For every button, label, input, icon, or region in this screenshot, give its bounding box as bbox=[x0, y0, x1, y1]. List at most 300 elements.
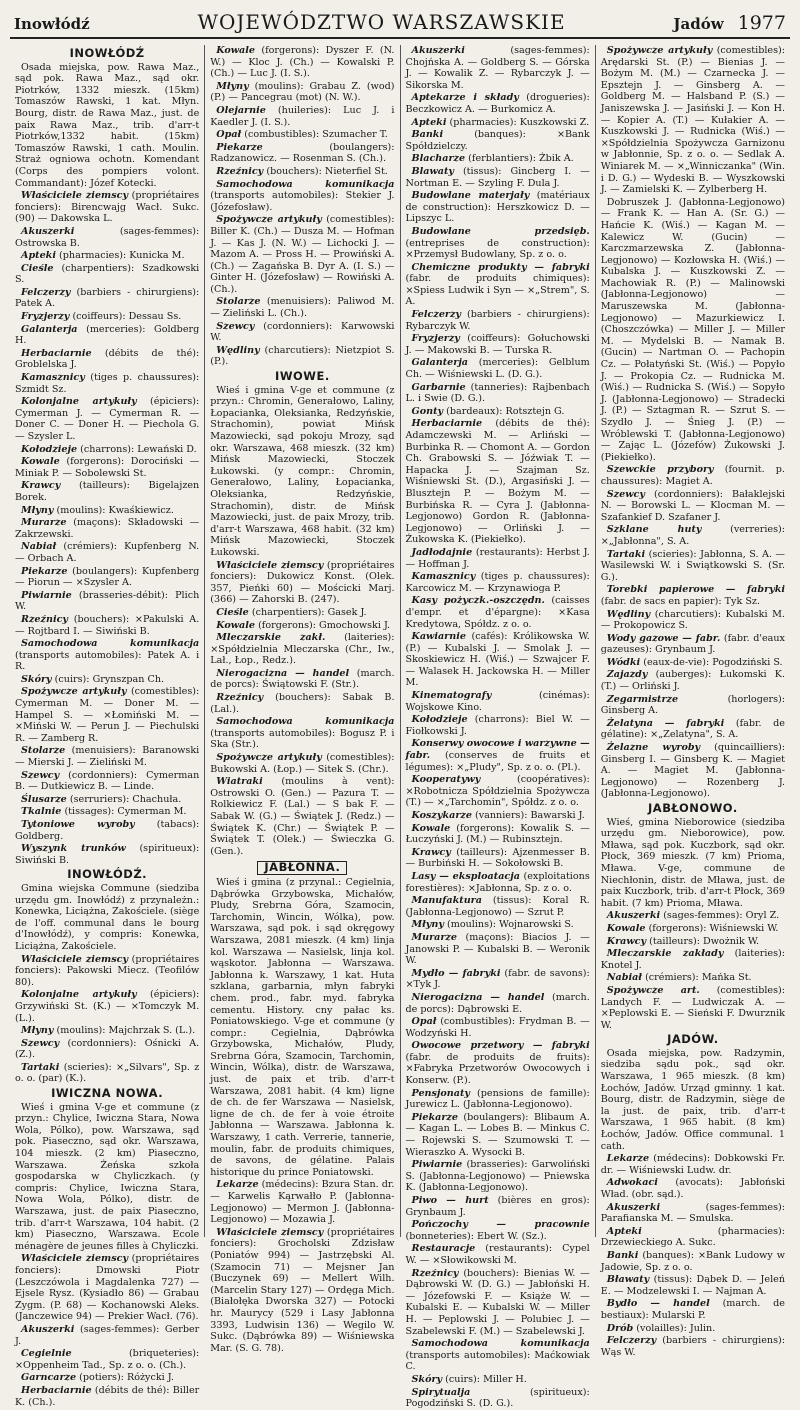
trade-category: Krawcy bbox=[606, 935, 647, 947]
trade-category: Wędliny bbox=[216, 344, 260, 356]
directory-entry bbox=[210, 105, 394, 128]
entry-text: (moulins): Wojnarowski S. bbox=[447, 919, 574, 931]
directory-entry bbox=[210, 321, 394, 344]
trade-category: Bławaty bbox=[606, 1274, 650, 1286]
trade-category: Garncarze bbox=[21, 1372, 77, 1384]
trade-category: Stolarze bbox=[216, 296, 261, 308]
trade-category: Apteki bbox=[411, 116, 447, 128]
directory-entry bbox=[601, 464, 785, 487]
trade-category: Jadłodajnie bbox=[411, 546, 473, 558]
columns-container bbox=[10, 45, 790, 1410]
directory-entry bbox=[601, 910, 785, 922]
entry-text: (forgerons): Wiśniewski W. bbox=[648, 922, 779, 934]
trade-category: Skóry bbox=[411, 1373, 443, 1385]
directory-entry bbox=[210, 716, 394, 751]
page-number: 1977 bbox=[737, 12, 786, 34]
trade-category: Szklane huty bbox=[606, 524, 702, 536]
directory-entry bbox=[15, 456, 199, 479]
directory-entry bbox=[15, 1348, 199, 1371]
trade-category: Koszykarze bbox=[411, 810, 472, 821]
trade-category: Krawcy bbox=[21, 480, 61, 492]
section-heading-wrap bbox=[210, 371, 394, 383]
trade-category: Torebki papierowe — fabryki bbox=[606, 584, 785, 596]
trade-category: Kowale bbox=[216, 619, 255, 631]
directory-entry bbox=[406, 117, 590, 129]
directory-entry bbox=[406, 1268, 590, 1338]
trade-category: Cieśle bbox=[216, 606, 249, 618]
entry-text: (cafés): Królikowska W. (P.) — Kubalski J. — Smolak J. — Skoskiewicz H. (Wiś.) — Szwajcer F. — Walasek H. Jackowska H. — Miller M. bbox=[405, 631, 590, 689]
directory-entry bbox=[406, 1338, 590, 1373]
trade-category: Aptekarze i składy bbox=[411, 92, 519, 104]
directory-entry bbox=[406, 547, 590, 570]
trade-category: Szewcy bbox=[606, 488, 645, 500]
directory-entry bbox=[210, 668, 394, 691]
entry-text: (restaurants): Cypel W. — ×Słowikowski M. bbox=[405, 1243, 590, 1266]
text-column bbox=[596, 45, 790, 1358]
directory-entry bbox=[406, 357, 590, 380]
directory-entry bbox=[406, 1219, 590, 1242]
entry-text: (boulangers): Radzanowicz. — Rosenman S. (Ch.). bbox=[210, 141, 395, 165]
entry-text: (merceries): Gelblum Ch. — Wiśniewski L. (D. G.). bbox=[405, 357, 590, 381]
entry-text: (quincailliers): Ginsberg I. — Ginsberg K. — Magiet A. — Magiet M. (Jabłonna-Legjonowo) — Rozenberg J. (Jabłonna-Legjonowo). bbox=[600, 742, 785, 800]
entry-text: (barbiers - chirurgiens): Rybarczyk W. bbox=[405, 309, 590, 332]
trade-category: Kolonjalne artykuły bbox=[21, 396, 137, 408]
entry-text: (transports automobiles): Stekier J. (Józefosław). bbox=[210, 190, 395, 213]
entry-text: (pharmacies): Kunicka M. bbox=[59, 250, 185, 262]
trade-category: Tkalnie bbox=[21, 806, 62, 818]
entry-text: (propriétaires fonciers): Grocholski Zdzisław (Poniatów 994) — Jastrzębski Al. (Szamocin 71) — Mejsner Jan (Buczynek 69) — Mellert Wilh. (Marcelin Stary 127) — Ordęga Mich. (Białołęka Dworska 327) — Potocki hr. Maurycy (529 i Lasy Jabłonna 3393, Ludwisin 136) — Wegilo W. Sukc. (Dąbrówka 89) — Wiśniewska Mar. (S. G. 78). bbox=[210, 1226, 395, 1354]
trade-category: Młyny bbox=[411, 919, 444, 931]
trade-category: Wędliny bbox=[606, 608, 651, 620]
entry-text: (auberges): Łukomski K. (T.) — Orliński J. bbox=[600, 669, 785, 693]
trade-category: Opał bbox=[411, 1016, 437, 1028]
trade-category: Murarze bbox=[21, 517, 67, 529]
entry-text: (bouchers): Bienias W. — Dąbrowski W. (D. G.) — Jabłoński H. — Józefowski F. — Książe W. — Kubalski E. — Kubalski W. — Miller H. — Peplowski J. — Polubiec J. — Szabelewski F. (M.) — Szabelewski J. bbox=[405, 1267, 590, 1337]
entry-text: (fabr. de gélatine): ×„Zelatyna", S. A. bbox=[600, 717, 785, 741]
trade-category: Olejarnie bbox=[216, 104, 266, 116]
directory-entry bbox=[15, 794, 199, 806]
locality-heading: INOWŁÓDŹ. bbox=[67, 867, 148, 882]
directory-entry bbox=[601, 936, 785, 948]
trade-category: Samochodowa komunikacja bbox=[216, 178, 395, 190]
directory-entry bbox=[406, 932, 590, 967]
directory-entry bbox=[15, 638, 199, 673]
directory-entry bbox=[601, 718, 785, 741]
directory-entry bbox=[601, 1335, 785, 1358]
trade-category: Galanterja bbox=[411, 357, 469, 369]
entry-text: (tailleurs): Bigelajzen Borek. bbox=[15, 480, 200, 503]
trade-category: Garbarnie bbox=[411, 381, 466, 393]
directory-entry bbox=[15, 843, 199, 866]
entry-text: (cuirs): Miller H. bbox=[445, 1373, 527, 1385]
directory-entry bbox=[601, 694, 785, 717]
entry-text: (scieries): Jabłonna, S. A. — Wasilewski W. i Swiątkowski S. (Sr. G.). bbox=[600, 548, 785, 583]
trade-category: Młyny bbox=[21, 1025, 54, 1037]
directory-entry bbox=[15, 324, 199, 347]
entry-text: (débits de thé): Adamczewski M. — Arliński — Burbinka R. — Chomont A. — Gordon Ch. Grabowski S. — Jóźwiak T. — Hapacka J. — Szajman Sz. Wiśniewski St. (D.), Argasiński J. — Blusztejn P. — Bożym M. — Burbińska R. — Cyra J. (Jabłonna-Legjonowo) Gordon R. (Jabłonna-Legjonowo) — Orliński J. — Żukowska K. (Piekiełko). bbox=[405, 418, 590, 546]
locality-description: Wieś i gmina (z przynal.: Cegielnia, Dąbrówka Grzybowska, Michałów, Pludy, Srebrna Góra, Szamocin, Tarchomin, Wincin, Wólka), pow. Warszawa, sąd pok. i sąd okręgowy Warszawa, 2081 mieszk. (4 km) linja kol. Warszawa — Nasielsk, linja kol. wąskotor. Jabłonna — Warszawa. Jabłonna k. Warszawy, 1 kat. Huta szklana, garbarnia, młyn fabryki chem. prod., fabr. myd. fabryka cementu. History. cny pałac ks. Poniatowskiego. V-ge et commune (y compr.: Cegielnia, Dąbrówka Grzybowska, Michałów, Pludy, Srebrna Góra, Szamocin, Tarchomin, Wincin, Wólka), distr. de Warszawa, just. de paix et trib. d'arr-t Warszawa, 2081 habit. (4 km) ligne de ch. de fer Warszawa — Nasielsk, ligne de ch. de fer à voie étroite Jabłonna — Warszawa. Jabłonna k. Warszawy, 1 cath. Verrerie, tannerie, moulin, fabr. de produits chimiques, de savons, de gélatine. Palais historique du prince Poniatowski. bbox=[210, 876, 395, 1178]
entry-text: (combustibles): Frydman B. — Wodzyński H. bbox=[405, 1016, 590, 1039]
trade-category: Wiatraki bbox=[216, 776, 263, 788]
trade-category: Samochodowa komunikacja bbox=[21, 638, 200, 650]
entry-text: (huileries): Luc J. i Kaedler J. (I. S.). bbox=[210, 104, 395, 128]
directory-entry bbox=[15, 250, 199, 262]
directory-entry bbox=[406, 129, 590, 152]
entry-text: (épiciers): Grzywiński St. (K.) — ×Tomczyk M. (L.). bbox=[15, 989, 200, 1024]
trade-category: Zajazdy bbox=[606, 669, 648, 681]
directory-entry bbox=[406, 1387, 590, 1410]
trade-category: Szewckie przybory bbox=[606, 464, 714, 476]
entry-text: (brasseries): Garwoliński S. (Jabłonna-Legjonowo) — Pniewska K. (Jabłonna-Legjonowo). bbox=[405, 1159, 590, 1194]
entry-text: (potiers): Różycki J. bbox=[79, 1372, 174, 1384]
entry-text: (forgerons): Dorociński — Miniak P. — Sobolewski St. bbox=[15, 456, 200, 479]
trade-category: Lasy — eksploatacja bbox=[411, 870, 520, 882]
entry-text: (spiritueux): Pogodziński S. (D. G.). bbox=[405, 1386, 590, 1410]
trade-category: Krawcy bbox=[411, 846, 451, 858]
trade-category: Pensjonaty bbox=[411, 1087, 471, 1099]
entry-text: (fabr. de produits chimiques): ×Spiess Ludwik i Syn — ×„Strem", S. A. bbox=[405, 273, 590, 308]
directory-entry bbox=[406, 992, 590, 1015]
trade-category: Restauracje bbox=[411, 1243, 476, 1255]
trade-category: Rzeźnicy bbox=[411, 1267, 459, 1279]
trade-category: Cieśle bbox=[21, 262, 54, 274]
directory-entry bbox=[406, 190, 590, 225]
directory-entry bbox=[601, 1274, 785, 1297]
entry-text: (tiges p. chaussures): Szmidt Sz. bbox=[15, 372, 200, 395]
locality-heading: IWICZNA NOWA. bbox=[51, 1086, 164, 1101]
entry-text: (charpentiers): Szadkowski S. bbox=[15, 262, 200, 286]
directory-entry bbox=[210, 81, 394, 104]
directory-entry bbox=[601, 549, 785, 584]
trade-category: Właściciele ziemscy bbox=[21, 1253, 129, 1265]
directory-entry bbox=[406, 1040, 590, 1086]
directory-entry bbox=[406, 823, 590, 846]
page-title: WOJEWÓDZTWO WARSZAWSKIE bbox=[197, 10, 566, 34]
trade-category: Właściciele ziemscy bbox=[21, 953, 129, 965]
entry-text: Dobruszek J. (Jabłonna-Legjonowo) — Frank K. — Han A. (Sr. G.) — Hańcie K. (Wiś.) — Kagan M. — Kalewicz W. (Gucin) — Karczmarzewska Z. (Jabłonna-Legjonowo) — Kozłowska H. (Wiś.) — Kubalska J. — Kuszkowski Z. — Machowiak R. (P.) — Malinowski (Jabłonna-Legjonowo) — Maruszewska M. (Jabłonna-Legjonowo) — Mazurkiewicz I. (Choszczówka) — Miller J. — Miller M. — Mydelski B. — Namak B. (Gucin) — Nartman O. — Pachopin Cz. — Połatyński St. (Wiś.) — Popyło J. — Prokopia Cz. — Rudnicka M. (Wiś.) — Rudnicka S. (Wiś.) — Sopyło J. (Jabłonna-Legjonowo) — Stradecki J. (P.) — Sztagman R. — Szrut S. — Szydło J. — Śnieg J. (P.) — Wróblewski T. (Jabłonna-Legjonowo) — Zając L. (Józefów) Żukowski J. (Piekiełko). bbox=[600, 196, 785, 463]
directory-entry bbox=[601, 923, 785, 935]
entry-text: (fournit. p. chaussures): Magiet A. bbox=[600, 464, 785, 487]
entry-text: (comestibles): Landych F. — Ludwiczak A. — ×Peplowski E. — Sieński F. Dwurznik W. bbox=[600, 984, 785, 1031]
entry-text: (sages-femmes): Parafianska M. — Smulska. bbox=[600, 1201, 785, 1225]
directory-entry bbox=[406, 810, 590, 822]
section-heading-wrap bbox=[210, 858, 394, 877]
trade-category: Banki bbox=[411, 129, 444, 141]
entry-text: (transports automobiles): Bogusz P. i Ska (Str.). bbox=[210, 727, 395, 751]
trade-category: Konserwy owocowe i warzywne — fabr. bbox=[405, 738, 590, 762]
entry-text: (charrons): Lewański D. bbox=[80, 443, 197, 455]
trade-category: Tytoniowe wyroby bbox=[21, 819, 135, 830]
directory-entry bbox=[406, 333, 590, 356]
trade-category: Kołodzieje bbox=[411, 714, 468, 726]
entry-text: (exploitations forestières): ×Jabłonna, Sp. z o. o. bbox=[405, 870, 590, 894]
trade-category: Piwiarnie bbox=[411, 1159, 463, 1171]
entry-text: (entreprises de construction): ×Przemysł Budowlany, Sp. z o. o. bbox=[405, 237, 590, 261]
trade-category: Młyny bbox=[216, 80, 249, 92]
entry-text: (médecins): Bzura Stan. dr. — Karwelis Kąrwałło P. (Jabłonna-Legjonowo) — Mermon J. (Jabłonna-Legjonowo) — Mozawia J. bbox=[210, 1179, 395, 1226]
entry-text: (crémiers): Mańka St. bbox=[645, 972, 752, 984]
trade-category: Szewcy bbox=[216, 320, 255, 332]
section-heading-wrap bbox=[15, 48, 199, 60]
directory-entry bbox=[601, 45, 785, 196]
locality-description: Wieś i gmina V-ge et commune (z przyn.: Chromin, Generałowo, Laliny, Łopacianka, Oleksianka, Redzyńskie, Strachomin), powiat Mińsk Mazowiecki, sąd pokoju Mrozy, sąd okr. Warszawa, 468 mieszk. (32 km) Mińsk Mazowiecki, Stoczek Łukowski. (y compr.: Chromin, Generałowo, Laliny, Łopacianka, Oleksianka, Redzyńskie, Strachomin), distr. de Mińsk Mazowiecki, just. de paix Mrozy, trib. d'arr-t Warszawa, 468 habit. (32 km) Mińsk Mazowiecki, Stoczek Łukowski. bbox=[210, 384, 395, 558]
directory-entry bbox=[406, 895, 590, 918]
directory-entry bbox=[601, 657, 785, 669]
directory-entry bbox=[15, 1372, 199, 1384]
directory-entry bbox=[406, 1243, 590, 1266]
directory-entry bbox=[601, 584, 785, 607]
directory-entry bbox=[406, 1112, 590, 1158]
locality-description: Gmina wiejska Commune (siedziba urzędu gm. Inowłódź) z przynależn.: Konewka, Liciążna, Zakościele. (siège de l'off. communal dans le bourg d'Inowłódź), y compris: Konewka, Liciążna, Zakościele. bbox=[15, 882, 200, 952]
trade-category: Rzeźnicy bbox=[21, 613, 69, 625]
locality-heading: INOWŁÓDŹ bbox=[69, 46, 145, 60]
directory-entry bbox=[15, 819, 199, 842]
trade-category: Blawaty bbox=[411, 165, 454, 177]
trade-category: Felczerzy bbox=[21, 286, 71, 298]
directory-entry bbox=[15, 674, 199, 686]
directory-entry bbox=[601, 669, 785, 692]
directory-entry bbox=[406, 690, 590, 713]
entry-text: (tissages): Cymerman M. bbox=[64, 806, 187, 818]
directory-entry bbox=[210, 1179, 394, 1225]
entry-text: (fabr. de sacs en papier): Tyk Sz. bbox=[600, 595, 761, 607]
entry-text: (coiffeurs): Gołuchowski J. — Makowski B. — Turska R. bbox=[405, 333, 590, 356]
directory-entry bbox=[406, 92, 590, 115]
entry-text: (propriétaires fonciers): Dukowicz Konst. (Olek. 357, Pieńki 60) — Mościcki Marj. (366) — Zahorski B. (247). bbox=[210, 559, 395, 606]
trade-category: Spożywcze artykuły bbox=[606, 45, 713, 56]
directory-entry bbox=[210, 560, 394, 606]
trade-category: Fryzjerzy bbox=[21, 311, 70, 323]
entry-text: (comestibles): Bukowski A. (Łop.) — Sitek S. (Chr.). bbox=[210, 752, 395, 775]
directory-entry bbox=[406, 1195, 590, 1218]
directory-entry bbox=[15, 348, 199, 371]
entry-text: (tissus): Dąbek D. — Jeleń E. — Modzelewski I. — Najman A. bbox=[600, 1274, 785, 1297]
entry-text: (propriétaires fonciers): Birencwajg Wacł. Sukc. (90) — Dakowska L. bbox=[15, 190, 200, 225]
directory-entry bbox=[210, 179, 394, 214]
entry-text: (boulangers): Kupfenberg — Piorun — ×Szysler A. bbox=[15, 565, 200, 589]
directory-entry bbox=[601, 742, 785, 800]
trade-category: Kawiarnie bbox=[411, 631, 466, 643]
entry-text: (cinémas): Wojskowe Kino. bbox=[405, 690, 590, 713]
entry-text: (bonneteries): Ebert W. (Sz.). bbox=[405, 1230, 547, 1242]
directory-entry bbox=[15, 505, 199, 517]
entry-text: (maçons): Biacios J. — Janowski P. — Kubalski B. — Weronik W. bbox=[405, 931, 590, 967]
directory-entry bbox=[406, 166, 590, 189]
directory-entry bbox=[406, 571, 590, 594]
trade-category: Akuszerki bbox=[411, 45, 465, 56]
entry-text: (barbiers - chirurgiens): Patek A. bbox=[15, 286, 200, 310]
locality-heading: IWOWE. bbox=[275, 369, 330, 384]
directory-entry bbox=[406, 774, 590, 809]
directory-entry bbox=[406, 919, 590, 931]
directory-entry bbox=[406, 262, 590, 308]
entry-text: (pharmacies): Kuszkowski Z. bbox=[449, 116, 590, 128]
trade-category: Wyszynk trunków bbox=[21, 843, 126, 855]
entry-text: (verreries): ×„Jabłonna", S. A. bbox=[600, 524, 785, 547]
entry-text: (banques): ×Bank Ludowy w Jadowie, Sp. z o. o. bbox=[600, 1249, 785, 1273]
trade-category: Nierogacizna — handel bbox=[216, 667, 350, 679]
trade-category: Kowale bbox=[21, 456, 60, 468]
trade-category: Herbaciarnie bbox=[411, 418, 483, 430]
directory-entry bbox=[601, 1226, 785, 1249]
trade-category: Piekarze bbox=[21, 565, 68, 577]
trade-category: Skóry bbox=[21, 673, 52, 685]
directory-entry bbox=[601, 1202, 785, 1225]
directory-entry bbox=[406, 309, 590, 332]
trade-category: Piekarze bbox=[411, 1111, 458, 1123]
trade-category: Pończochy — pracownie bbox=[411, 1219, 590, 1231]
directory-entry bbox=[15, 226, 199, 249]
directory-entry bbox=[15, 287, 199, 310]
entry-text: (caisses d'empr. et d'épargne): ×Kasa Kredytowa, Spółdz. z o. o. bbox=[405, 595, 590, 630]
directory-entry bbox=[406, 406, 590, 418]
directory-entry bbox=[15, 1062, 199, 1085]
directory-entry bbox=[15, 1324, 199, 1347]
entry-text: (sages-femmes): Gerber J. bbox=[15, 1323, 200, 1347]
entry-text: (cuirs): Grynszpan Ch. bbox=[54, 673, 165, 685]
entry-text: (débits de thé): Biller K. (Ch.). bbox=[15, 1384, 200, 1408]
text-column bbox=[10, 45, 205, 1408]
trade-category: Akuszerki bbox=[21, 1323, 75, 1335]
directory-entry bbox=[406, 1374, 590, 1386]
entry-text: (march. de porcs): Dąbrowski E. bbox=[405, 991, 590, 1015]
entry-text: (coopératives): ×Robotnicza Spółdzielnia Spożywcza (T.) — ×„Tarchomin", Spółdz. z o. o. bbox=[405, 774, 590, 809]
entry-text: (débits de thé): Groblelska J. bbox=[15, 347, 200, 371]
entry-text: (tabacs): Goldberg. bbox=[15, 819, 200, 842]
trade-category: Herbaciarnie bbox=[21, 1384, 92, 1396]
entry-text: (tissus): Koral R. (Jabłonna-Legjonowo) — Szrut P. bbox=[405, 895, 590, 918]
trade-category: Rzeźnicy bbox=[216, 165, 264, 177]
directory-entry bbox=[406, 1016, 590, 1039]
entry-text: (horlogers): Ginsberg A. bbox=[600, 693, 785, 717]
entry-text: (eaux-de-vie): Pogodziński S. bbox=[643, 656, 783, 668]
directory-entry bbox=[406, 968, 590, 991]
trade-category: Rzeźnicy bbox=[216, 692, 264, 704]
trade-category: Drób bbox=[606, 1322, 634, 1334]
trade-category: Chemiczne produkty — fabryki bbox=[411, 261, 590, 273]
locality-description: Wieś, gmina Nieborowice (siedziba urzędu gm. Nieborowice), pow. Mława, sąd pok. Kuczbork, sąd okr. Płock, 369 mieszk. (7 km) Prioma, Mława. V-ge, commune de Niechłonin, distr. de Mława, just. de paix Kuczbork, trib. d'arr-t Płock, 369 habit. (7 km) Prioma, Mława. bbox=[600, 816, 785, 909]
directory-entry bbox=[15, 372, 199, 395]
directory-entry bbox=[406, 595, 590, 630]
trade-category: Apteki bbox=[21, 250, 56, 262]
entry-text: (march. de bestiaux): Mularski P. bbox=[600, 1298, 785, 1321]
trade-category: Właściciele ziemscy bbox=[216, 1226, 324, 1238]
trade-category: Mleczarskie zakłady bbox=[606, 948, 724, 960]
trade-category: Nierogacizna — handel bbox=[411, 991, 545, 1003]
directory-entry bbox=[601, 1323, 785, 1335]
trade-category: Kowale bbox=[216, 45, 255, 56]
directory-entry bbox=[406, 153, 590, 165]
entry-text: (pensions de famille): Jurewicz L. (Jabłonna-Legjonowo). bbox=[405, 1087, 590, 1111]
locality-heading: JABŁONNA. bbox=[257, 861, 347, 875]
trade-category: Manufaktura bbox=[411, 895, 482, 907]
directory-entry bbox=[601, 609, 785, 632]
entry-text: (tiges p. chaussures): Karcowicz M. — Krzynawioga P. bbox=[405, 571, 590, 594]
section-heading-wrap bbox=[15, 869, 199, 881]
entry-text: (restaurants): Herbst J. — Hoffman J. bbox=[405, 546, 590, 570]
trade-category: Mleczarskie zakł. bbox=[216, 632, 326, 644]
page-header bbox=[10, 10, 790, 39]
directory-entry bbox=[210, 620, 394, 632]
entry-text: (serruriers): Chachuła. bbox=[69, 793, 182, 805]
trade-category: Akuszerki bbox=[21, 225, 75, 237]
entry-text: (march. de porcs): Świątowski F. (Str.). bbox=[210, 667, 395, 691]
directory-entry bbox=[601, 1298, 785, 1321]
entry-text: (fabr. de produits de fruits): ×Fabryka Przetworów Owocowych i Konserw. (P.). bbox=[405, 1051, 590, 1087]
trade-category: Spirytualja bbox=[411, 1386, 471, 1398]
entry-text: (scieries): ×„Silvars", Sp. z o. o. (par) (K.). bbox=[15, 1061, 200, 1085]
trade-category: Zegarmistrze bbox=[606, 693, 679, 705]
directory-entry bbox=[406, 847, 590, 870]
trade-category: Kołodzieje bbox=[21, 443, 78, 455]
entry-text: (moulins): Grabau Z. (wod) (P.) — Pancegrau (mot) (N. W.). bbox=[210, 80, 395, 104]
directory-entry bbox=[210, 45, 394, 80]
header-right-name: Jadów bbox=[673, 15, 724, 33]
directory-entry bbox=[210, 129, 394, 141]
entry-text: (charcutiers): Nietzpiot S. (P.). bbox=[210, 344, 395, 368]
entry-text: (ferblantiers): Żbik A. bbox=[468, 153, 574, 165]
entry-text: (volailles): Julin. bbox=[636, 1322, 716, 1334]
locality-description: Osada miejska, pow. Radzymin, siedziba sądu pok., sąd okr. Warszawa, 1 965 mieszk. (8 km) Łochów, Jadów. Urząd gminny. 1 kat. Bourg, distr. de Radzymin, siège de la just. de paix, trib. d'arr-t Warszawa, 1 965 habit. (8 km) Łochów, Jadów. Office communal. 1 cath. bbox=[600, 1047, 785, 1152]
trade-category: Wody gazowe — fabr. bbox=[606, 632, 721, 644]
trade-category: Banki bbox=[606, 1249, 639, 1261]
entry-text: (bardeaux): Rotsztejn G. bbox=[446, 405, 565, 417]
entry-text: (tailleurs): Dwożnik W. bbox=[649, 935, 760, 947]
directory-entry bbox=[210, 142, 394, 165]
trade-category: Fryzjerzy bbox=[411, 333, 460, 345]
trade-category: Ślusarze bbox=[21, 793, 67, 805]
entry-text: (comestibles): Biller K. (Ch.) — Dusza M. — Hofman J. — Kas J. (N. W.) — Lichocki J. — Mazom A. — Pross H. — Prowiński A. (Ch.) — Zagańska B. Dyr A. (I. S.) — Ginter H. (Józefosław) — Rowiński A. (Ch.). bbox=[210, 214, 395, 295]
entry-text: (comestibles): Arędarski St. (P.) — Bienias J. — Bożym M. (M.) — Czarnecka J. — Epsztejn J. — Ginsberg A. — Goldberg M. — Halsband P. (S.) — Janiszewska J. — Jasiński J. — Kon H. — Kopier A. (T.) — Kułakier A. — Kuszkowski J. — Rudnicka (Wiś.) — ×Spółdzielnia Spożywcza Garnizonu w Jabłonnie, Sp. z o. o. — Sedlak A. Winiarek M. — ×„Winniczanka" (Win. i D. G.) — Wydeski B. — Wyszkowski J. — Zamielski K. — Zylberberg H. bbox=[600, 45, 785, 196]
entry-text: (conserves de fruits et légumes): ×„Pludy", Sp. z o. o. (Pl.). bbox=[405, 750, 590, 773]
entry-text: (forgerons): Dyszer F. (N. W.) — Kloc J. (Ch.) — Kowalski P. (Ch.) — Luc J. (I. S.). bbox=[210, 45, 395, 80]
trade-category: Blacharze bbox=[411, 153, 466, 165]
directory-entry bbox=[15, 480, 199, 503]
trade-category: Lekarze bbox=[216, 1179, 259, 1191]
locality-description: Wieś i gmina V-ge et commune (z przyn.: Chylice, Iwiczna Stara, Nowa Wola, Pólko), pow. Warszawa, sąd pok. Piaseczno, sąd okr. Warszawa, 104 mieszk. (2 km) Piaseczno, Warszawa. Żeńska szkoła gospodarska w Chyliczkach. (y compris: Chylice, Iwiczna Stara, Nowa Wola, Pólko), distr. de Warszawa, just. de paix Piaseczno, trib. d'arr-t Warszawa, 104 habit. (2 km) Piaseczno, Warszawa. Ecole ménagère de jeunes filles à Chyliczki. bbox=[15, 1101, 200, 1252]
directory-entry bbox=[15, 806, 199, 818]
entry-text: (tailleurs): Ajzenmesser B. — Burbiński H. — Sokołowski B. bbox=[405, 846, 590, 870]
trade-category: Kowale bbox=[411, 822, 451, 834]
directory-entry bbox=[15, 541, 199, 564]
entry-text: (laiteries): Knotel J. bbox=[600, 948, 785, 971]
locality-heading: JABŁONOWO. bbox=[648, 801, 738, 815]
directory-entry bbox=[210, 296, 394, 319]
trade-category: Tartaki bbox=[21, 1061, 60, 1073]
entry-text: (bouchers): ×Pakulski A. — Rojtbard I. — Siwiński B. bbox=[15, 613, 200, 637]
directory-entry bbox=[15, 566, 199, 589]
trade-category: Kamasznicy bbox=[21, 372, 85, 384]
trade-category: Żelatyna — fabryki bbox=[606, 717, 725, 729]
entry-text: (charpentiers): Gasek J. bbox=[251, 606, 367, 618]
entry-text: (spiritueux): Siwiński B. bbox=[15, 843, 200, 866]
entry-text: (laiteries): ×Spółdzielnia Mleczarska (Chr., Iw., Lał., Łop., Redz.). bbox=[210, 632, 395, 667]
trade-category: Wódki bbox=[606, 656, 641, 668]
entry-text: (combustibles): Szumacher T. bbox=[244, 129, 388, 141]
directory-entry bbox=[15, 1253, 199, 1323]
trade-category: Piekarze bbox=[216, 141, 263, 153]
directory-entry bbox=[601, 633, 785, 656]
locality-heading: JADÓW. bbox=[667, 1032, 719, 1047]
header-left-keyword: Inowłódź bbox=[14, 15, 90, 33]
trade-category: Spożywcze artykuły bbox=[216, 214, 322, 226]
entry-text: (médecins): Dobkowski Fr. dr. — Wiśniewski Ludw. dr. bbox=[600, 1153, 785, 1176]
entry-text: (sages-femmes): Oryl Z. bbox=[663, 910, 780, 922]
entry-text: (drogueries): Beczkowicz A. — Burkomicz A. bbox=[405, 92, 590, 115]
trade-category: Tartaki bbox=[606, 548, 646, 560]
entry-text: (propriétaires fonciers): Pakowski Miecz. (Teofilów 80). bbox=[15, 953, 200, 988]
directory-entry bbox=[210, 1227, 394, 1355]
